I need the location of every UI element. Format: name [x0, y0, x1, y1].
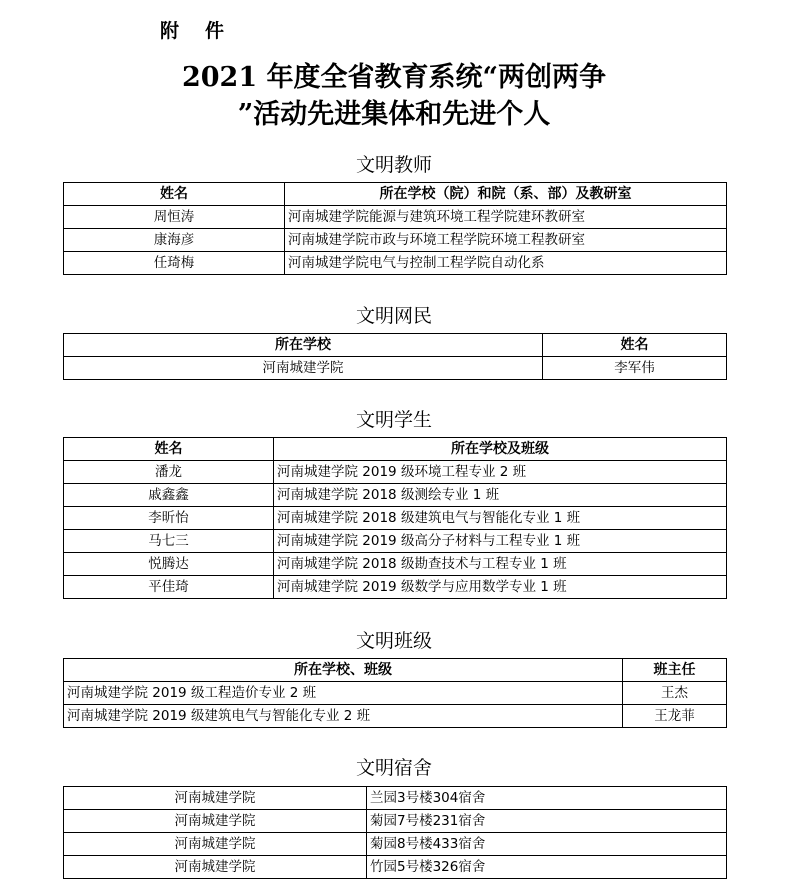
document-title-line-1: 2021 年度全省教育系统“两创两争 — [181, 62, 607, 93]
table-row — [64, 530, 727, 553]
name-cell: 马七三 — [64, 530, 274, 553]
column-header: 班主任 — [623, 659, 727, 682]
name-cell: 李军伟 — [543, 357, 727, 380]
table-header-row — [64, 183, 727, 206]
school-cell: 河南城建学院 — [64, 810, 367, 833]
name-cell: 康海彦 — [64, 229, 285, 252]
section-title-students: 文明学生 — [355, 409, 432, 431]
table-row — [64, 576, 727, 599]
dorm-cell: 兰园3号楼304宿舍 — [367, 787, 727, 810]
classes-table — [63, 658, 727, 728]
name-cell: 悦腾达 — [64, 553, 274, 576]
table-row — [64, 856, 727, 879]
name-cell: 李昕怡 — [64, 507, 274, 530]
table-row — [64, 833, 727, 856]
name-cell: 周恒涛 — [64, 206, 285, 229]
attachment-label: 附件 — [160, 20, 251, 42]
column-header: 姓名 — [543, 334, 727, 357]
head-teacher-cell: 王杰 — [623, 682, 727, 705]
document-title-line-2: ”活动先进集体和先进个人 — [237, 99, 551, 130]
column-header: 所在学校及班级 — [274, 438, 727, 461]
column-header: 所在学校（院）和院（系、部）及教研室 — [285, 183, 727, 206]
class-cell: 河南城建学院 2019 级环境工程专业 2 班 — [274, 461, 727, 484]
table-row — [64, 553, 727, 576]
students-table — [63, 437, 727, 599]
class-cell: 河南城建学院 2018 级勘查技术与工程专业 1 班 — [274, 553, 727, 576]
name-cell: 戚鑫鑫 — [64, 484, 274, 507]
table-row — [64, 682, 727, 705]
column-header: 姓名 — [64, 438, 274, 461]
class-cell: 河南城建学院 2019 级建筑电气与智能化专业 2 班 — [64, 705, 623, 728]
section-title-classes: 文明班级 — [355, 630, 432, 652]
table-row — [64, 787, 727, 810]
column-header: 姓名 — [64, 183, 285, 206]
section-title-teachers: 文明教师 — [355, 154, 432, 176]
class-cell: 河南城建学院 2019 级工程造价专业 2 班 — [64, 682, 623, 705]
dorm-cell: 竹园5号楼326宿舍 — [367, 856, 727, 879]
name-cell: 潘龙 — [64, 461, 274, 484]
dorm-cell: 菊园8号楼433宿舍 — [367, 833, 727, 856]
table-row — [64, 229, 727, 252]
table-row — [64, 461, 727, 484]
table-row — [64, 484, 727, 507]
table-header-row — [64, 334, 727, 357]
dorm-cell: 菊园7号楼231宿舍 — [367, 810, 727, 833]
table-row — [64, 705, 727, 728]
dorms-table — [63, 786, 727, 879]
section-title-dorms: 文明宿舍 — [355, 757, 432, 779]
table-row — [64, 810, 727, 833]
unit-cell: 河南城建学院能源与建筑环境工程学院建环教研室 — [285, 206, 727, 229]
section-title-netizens: 文明网民 — [355, 305, 432, 327]
column-header: 所在学校、班级 — [64, 659, 623, 682]
teachers-table — [63, 182, 727, 275]
unit-cell: 河南城建学院电气与控制工程学院自动化系 — [285, 252, 727, 275]
unit-cell: 河南城建学院市政与环境工程学院环境工程教研室 — [285, 229, 727, 252]
table-header-row — [64, 659, 727, 682]
table-row — [64, 252, 727, 275]
name-cell: 任琦梅 — [64, 252, 285, 275]
table-header-row — [64, 438, 727, 461]
name-cell: 平佳琦 — [64, 576, 274, 599]
table-row — [64, 507, 727, 530]
school-cell: 河南城建学院 — [64, 787, 367, 810]
class-cell: 河南城建学院 2018 级测绘专业 1 班 — [274, 484, 727, 507]
table-row — [64, 357, 727, 380]
school-cell: 河南城建学院 — [64, 357, 543, 380]
table-row — [64, 206, 727, 229]
class-cell: 河南城建学院 2019 级数学与应用数学专业 1 班 — [274, 576, 727, 599]
column-header: 所在学校 — [64, 334, 543, 357]
class-cell: 河南城建学院 2018 级建筑电气与智能化专业 1 班 — [274, 507, 727, 530]
class-cell: 河南城建学院 2019 级高分子材料与工程专业 1 班 — [274, 530, 727, 553]
netizens-table — [63, 333, 727, 380]
school-cell: 河南城建学院 — [64, 833, 367, 856]
head-teacher-cell: 王龙菲 — [623, 705, 727, 728]
school-cell: 河南城建学院 — [64, 856, 367, 879]
